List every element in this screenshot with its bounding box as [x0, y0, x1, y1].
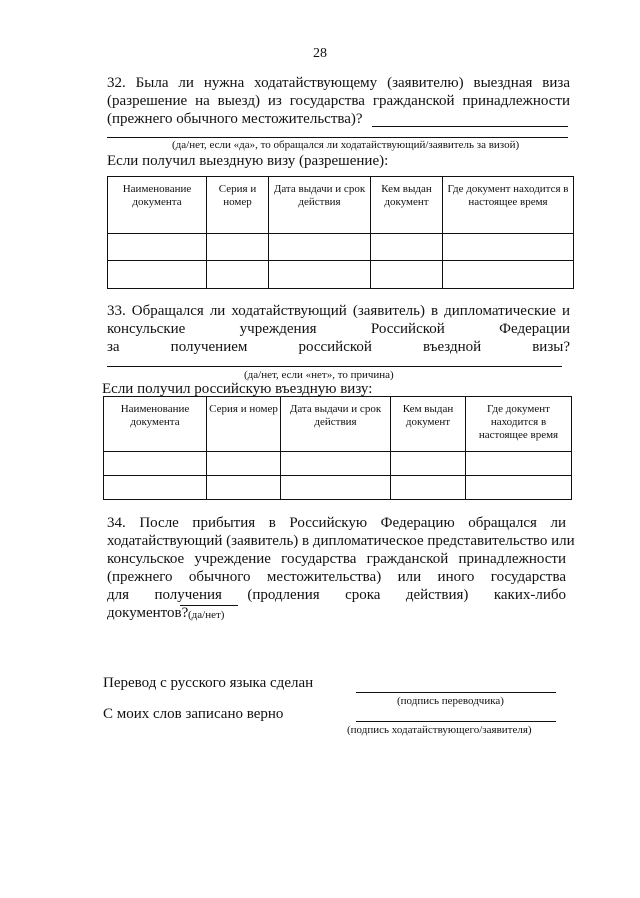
header-cell: Наименование документа: [104, 397, 207, 452]
translator-signature-hint: (подпись переводчика): [397, 695, 504, 707]
question-33-line-2: консульские учреждения Российской Федерации: [107, 321, 570, 337]
table-row: [104, 476, 572, 500]
header-cell: Кем выдан документ: [371, 177, 443, 234]
answer-line-34[interactable]: [180, 605, 238, 606]
table-cell[interactable]: [281, 476, 391, 500]
table-cell[interactable]: [269, 261, 371, 289]
header-cell: Наименование документа: [108, 177, 207, 234]
table-cell[interactable]: [391, 452, 466, 476]
table-row: [108, 234, 574, 261]
table-header-row: [108, 177, 574, 234]
table-cell[interactable]: [391, 476, 466, 500]
table-header-row: [104, 397, 572, 452]
table-cell[interactable]: [371, 234, 443, 261]
question-34-line-6: документов?: [107, 605, 189, 621]
answer-hint-33: (да/нет, если «нет», то причина): [244, 369, 394, 381]
question-34-line-3: консульское учреждение государства гражданской принадлежности: [107, 551, 566, 567]
table-cell[interactable]: [108, 261, 207, 289]
table-cell[interactable]: [443, 234, 574, 261]
exit-visa-table: [107, 176, 574, 289]
question-32-line-1: 32. Была ли нужна ходатайствующему (заявителю) выездная виза: [107, 75, 570, 91]
entry-visa-table: [103, 396, 572, 500]
question-34-line-5: для получения (продления срока действия) каких-либо: [107, 587, 566, 603]
question-32-line-2: (разрешение на выезд) из государства гражданской принадлежности: [107, 93, 570, 109]
table-cell[interactable]: [108, 234, 207, 261]
table-cell[interactable]: [207, 452, 281, 476]
table-cell[interactable]: [466, 476, 572, 500]
table-row: [108, 261, 574, 289]
table-cell[interactable]: [269, 234, 371, 261]
table-cell[interactable]: [104, 452, 207, 476]
question-32-line-3: (прежнего обычного местожительства)?: [107, 111, 363, 127]
answer-hint-34: (да/нет): [188, 609, 225, 621]
answer-line-32a[interactable]: [372, 126, 568, 127]
answer-hint-32: (да/нет, если «да», то обращался ли ходатайствующий/заявитель за визой): [172, 139, 520, 151]
table-cell[interactable]: [207, 476, 281, 500]
question-33-line-1: 33. Обращался ли ходатайствующий (заявитель) в дипломатические и: [107, 303, 570, 319]
verified-label: С моих слов записано верно: [103, 706, 284, 722]
translation-label: Перевод с русского языка сделан: [103, 675, 314, 691]
answer-line-32b[interactable]: [107, 137, 568, 138]
question-34-line-4: (прежнего обычного местожительства) или иного государства: [107, 569, 566, 585]
header-cell: Дата выдачи и срок действия: [281, 397, 391, 452]
applicant-signature-line[interactable]: [356, 721, 556, 722]
table-cell[interactable]: [443, 261, 574, 289]
question-34-line-1: 34. После прибытия в Российскую Федерацию обращался ли: [107, 515, 566, 531]
header-cell: Дата выдачи и срок действия: [269, 177, 371, 234]
header-cell: Где документ находится в настоящее время: [443, 177, 574, 234]
applicant-signature-hint: (подпись ходатайствующего/заявителя): [347, 724, 532, 736]
table-cell[interactable]: [104, 476, 207, 500]
answer-line-33[interactable]: [107, 366, 562, 367]
translator-signature-line[interactable]: [356, 692, 556, 693]
table-row: [104, 452, 572, 476]
header-cell: Кем выдан документ: [391, 397, 466, 452]
table-cell[interactable]: [207, 261, 269, 289]
question-33-line-3: за получением российской въездной визы?: [107, 339, 570, 355]
header-cell: Серия и номер: [207, 397, 281, 452]
table-cell[interactable]: [281, 452, 391, 476]
page-number: 28: [313, 46, 327, 61]
question-34-line-2: ходатайствующий (заявитель) в дипломатическое представительство или: [107, 533, 575, 549]
header-cell: Где документ находится в настоящее время: [466, 397, 572, 452]
table-cell[interactable]: [466, 452, 572, 476]
table-intro-32: Если получил выездную визу (разрешение):: [107, 153, 389, 169]
header-cell: Серия и номер: [207, 177, 269, 234]
table-cell[interactable]: [371, 261, 443, 289]
table-intro-33: Если получил российскую въездную визу:: [102, 381, 373, 397]
table-cell[interactable]: [207, 234, 269, 261]
